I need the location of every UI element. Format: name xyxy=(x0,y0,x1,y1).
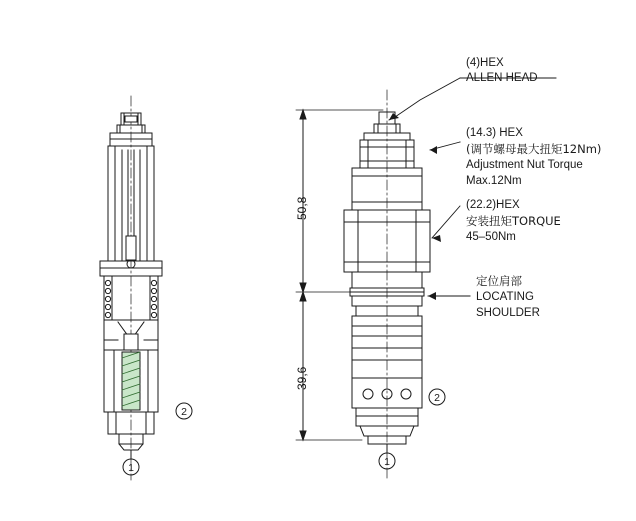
label-locating-shoulder-line3: SHOULDER xyxy=(476,307,540,319)
label-adjustment-nut-line3: Adjustment Nut Torque xyxy=(466,159,583,171)
label-adjustment-nut-line1: (14.3) HEX xyxy=(466,127,523,139)
dimension-label-upper: 50,8 xyxy=(295,196,309,220)
callout-2-left: 2 xyxy=(181,406,187,418)
callout-1-left: 1 xyxy=(128,462,134,474)
label-hex-allen-head-line1: (4)HEX xyxy=(466,57,504,69)
label-locating-shoulder-line2: LOCATING xyxy=(476,291,534,303)
callout-2-right: 2 xyxy=(434,392,440,404)
dimension-label-lower: 39,6 xyxy=(295,366,309,390)
section-view-group xyxy=(100,96,192,480)
leader-lines xyxy=(389,78,556,300)
dimension-lines xyxy=(296,110,383,440)
label-adjustment-nut-line2: (调节螺母最大扭矩12Nm) xyxy=(466,142,602,156)
label-locating-shoulder-line1: 定位肩部 xyxy=(476,274,522,288)
label-hex-allen-head-line2: ALLEN HEAD xyxy=(466,72,538,84)
label-mounting-torque-line3: 45–50Nm xyxy=(466,231,516,243)
label-mounting-torque-line2: 安装扭矩TORQUE xyxy=(466,214,561,228)
outline-view-group xyxy=(344,90,445,480)
callout-1-right: 1 xyxy=(384,456,390,468)
label-adjustment-nut-line4: Max.12Nm xyxy=(466,175,522,187)
label-mounting-torque-line1: (22.2)HEX xyxy=(466,199,520,211)
